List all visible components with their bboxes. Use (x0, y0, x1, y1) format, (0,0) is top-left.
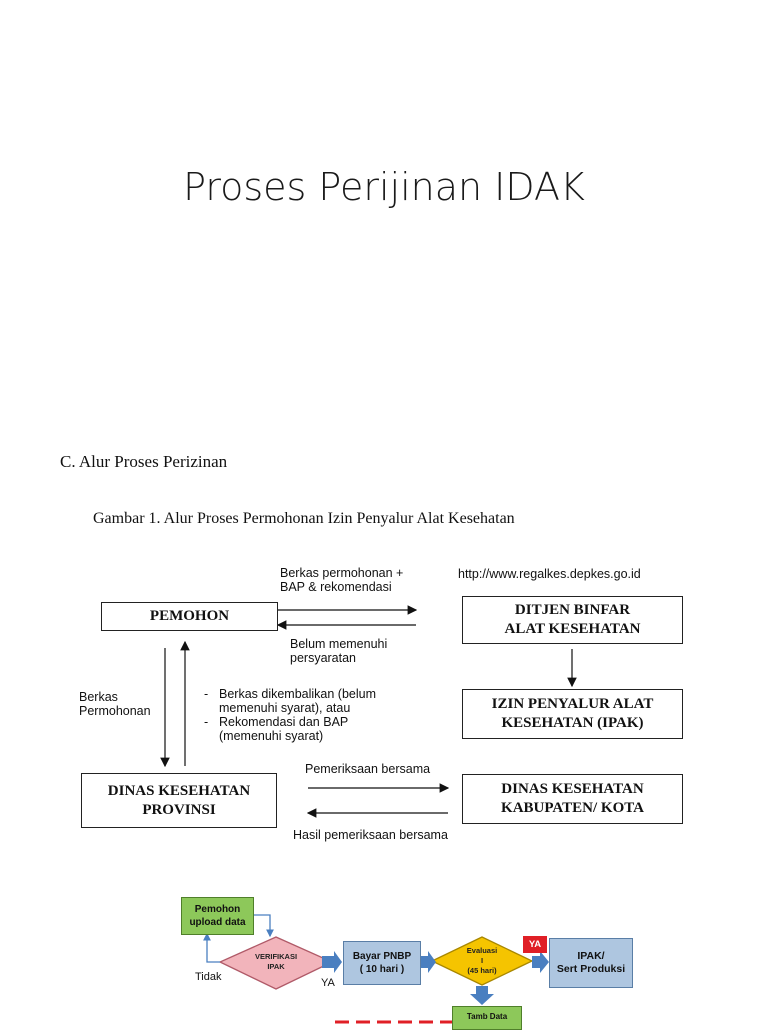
list-item: - Rekomendasi dan BAP (memenuhi syarat) (203, 715, 403, 743)
node-bayar-pnbp: Bayar PNBP ( 10 hari ) (343, 941, 421, 985)
box-ipak: IZIN PENYALUR ALAT KESEHATAN (IPAK) (462, 689, 683, 739)
node-pemohon-upload: Pemohon upload data (181, 897, 254, 935)
slide-title: Proses Perijinan IDAK (183, 165, 585, 209)
label-berkas-permohonan: Berkas Permohonan (79, 690, 151, 718)
node-ipak-sert: IPAK/ Sert Produksi (549, 938, 633, 988)
block-arrow-3 (532, 951, 549, 973)
list-item: - Berkas dikembalikan (belum memenuhi syarat), atau (203, 687, 403, 715)
section-heading: C. Alur Proses Perizinan (60, 452, 228, 471)
outcome-list (203, 687, 403, 743)
block-arrow-1 (322, 951, 342, 973)
box-pemohon: PEMOHON (101, 602, 278, 631)
box-dinas-kabupaten: DINAS KESEHATAN KABUPATEN/ KOTA (462, 774, 683, 824)
node-evaluasi: Evaluasi I (45 hari) (466, 946, 498, 975)
tidak-connector (207, 934, 220, 962)
pemohon-to-verifikasi-connector (254, 915, 270, 936)
ya-badge: YA (523, 936, 547, 953)
label-ya: YA (321, 977, 335, 989)
label-url: http://www.regalkes.depkes.go.id (458, 567, 641, 581)
label-pemeriksaan-bersama: Pemeriksaan bersama (305, 762, 431, 776)
label-berkas-permohonan-bap: Berkas permohonan + BAP & rekomendasi (280, 566, 404, 594)
label-hasil-pemeriksaan: Hasil pemeriksaan bersama (293, 828, 448, 842)
block-arrow-2 (421, 951, 436, 973)
box-ditjen: DITJEN BINFAR ALAT KESEHATAN (462, 596, 683, 644)
block-arrow-down (470, 986, 494, 1005)
figure-caption: Gambar 1. Alur Proses Permohonan Izin Penyalur Alat Kesehatan (93, 510, 515, 527)
label-tidak: Tidak (195, 971, 222, 983)
box-dinas-provinsi: DINAS KESEHATAN PROVINSI (81, 773, 277, 828)
node-tamb-data: Tamb Data (452, 1006, 522, 1030)
label-belum-memenuhi: Belum memenuhi persyaratan (290, 637, 388, 665)
node-verifikasi: VERIFIKASI IPAK (254, 952, 298, 971)
